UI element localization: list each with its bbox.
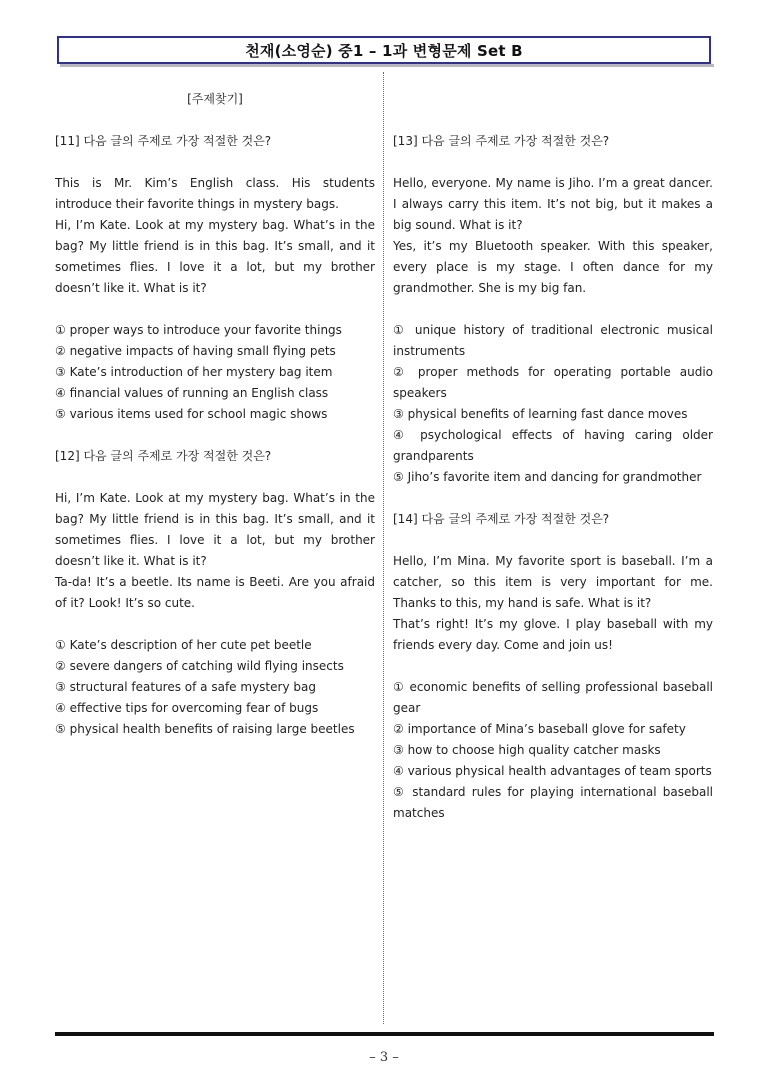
passage-paragraph: That’s right! It’s my glove. I play baseball with my friends every day. Come and join us! <box>393 617 713 652</box>
passage-paragraph: Hello, I’m Mina. My favorite sport is baseball. I’m a catcher, so this item is very important for me. Thanks to this, my hand is safe. What is it? <box>393 554 713 610</box>
question-title: [13] 다음 글의 주제로 가장 적절한 것은? <box>393 134 610 148</box>
passage-paragraph: Hello, everyone. My name is Jiho. I’m a great dancer. I always carry this item. It’s not big, but it makes a big sound. What is it? <box>393 176 713 232</box>
option-5[interactable]: ⑤ physical health benefits of raising large beetles <box>55 722 355 736</box>
option-3[interactable]: ③ physical benefits of learning fast dance moves <box>393 407 688 421</box>
question-title: [14] 다음 글의 주제로 가장 적절한 것은? <box>393 512 610 526</box>
option-1[interactable]: ① unique history of traditional electronic musical instruments <box>393 323 713 358</box>
passage <box>55 488 375 614</box>
passage-paragraph: Hi, I’m Kate. Look at my mystery bag. What’s in the bag? My little friend is in this bag. It’s small, and it sometimes flies. I love it a lot, but my brother doesn’t like it. What is it? <box>55 218 375 295</box>
option-5[interactable]: ⑤ Jiho’s favorite item and dancing for grandmother <box>393 470 702 484</box>
option-5[interactable]: ⑤ standard rules for playing international baseball matches <box>393 785 713 820</box>
header-box <box>57 36 711 64</box>
option-3[interactable]: ③ structural features of a safe mystery bag <box>55 680 316 694</box>
passage-paragraph: Ta-da! It’s a beetle. Its name is Beeti. Are you afraid of it? Look! It’s so cute. <box>55 575 375 610</box>
question-12 <box>55 446 375 740</box>
option-4[interactable]: ④ psychological effects of having caring older grandparents <box>393 428 713 463</box>
passage <box>55 173 375 299</box>
left-column <box>55 89 375 761</box>
option-2[interactable]: ② severe dangers of catching wild flying insects <box>55 659 344 673</box>
header-shadow <box>60 64 714 67</box>
option-4[interactable]: ④ financial values of running an English class <box>55 386 329 400</box>
option-4[interactable]: ④ effective tips for overcoming fear of bugs <box>55 701 319 715</box>
right-column <box>393 89 713 845</box>
passage-paragraph: Hi, I’m Kate. Look at my mystery bag. What’s in the bag? My little friend is in this bag. It’s small, and it sometimes flies. I love it a lot, but my brother doesn’t like it. What is it? <box>55 491 375 568</box>
option-3[interactable]: ③ Kate’s introduction of her mystery bag item <box>55 365 333 379</box>
options-list <box>55 320 375 425</box>
option-1[interactable]: ① proper ways to introduce your favorite things <box>55 323 342 337</box>
option-2[interactable]: ② proper methods for operating portable audio speakers <box>393 365 713 400</box>
passage-paragraph: Yes, it’s my Bluetooth speaker. With this speaker, every place is my stage. I often dance for my grandmother. She is my big fan. <box>393 239 713 295</box>
question-title: [12] 다음 글의 주제로 가장 적절한 것은? <box>55 449 272 463</box>
question-11 <box>55 131 375 425</box>
option-4[interactable]: ④ various physical health advantages of team sports <box>393 764 712 778</box>
question-title: [11] 다음 글의 주제로 가장 적절한 것은? <box>55 134 272 148</box>
options-list <box>393 677 713 824</box>
options-list <box>393 320 713 488</box>
passage <box>393 173 713 299</box>
section-label: [주제찾기] <box>187 92 243 106</box>
option-2[interactable]: ② importance of Mina’s baseball glove for safety <box>393 722 686 736</box>
option-5[interactable]: ⑤ various items used for school magic shows <box>55 407 328 421</box>
options-list <box>55 635 375 740</box>
page-title: 천재(소영순) 중1 – 1과 변형문제 Set B <box>245 41 523 60</box>
option-1[interactable]: ① economic benefits of selling professional baseball gear <box>393 680 713 715</box>
passage <box>393 551 713 656</box>
option-1[interactable]: ① Kate’s description of her cute pet beetle <box>55 638 312 652</box>
footer-rule <box>55 1032 714 1036</box>
option-3[interactable]: ③ how to choose high quality catcher masks <box>393 743 661 757</box>
page-number: – 3 – <box>369 1050 399 1065</box>
option-2[interactable]: ② negative impacts of having small flying pets <box>55 344 336 358</box>
passage-paragraph: This is Mr. Kim’s English class. His students introduce their favorite things in mystery bags. <box>55 176 375 211</box>
question-13 <box>393 131 713 488</box>
column-divider <box>383 72 384 1024</box>
question-14 <box>393 509 713 824</box>
